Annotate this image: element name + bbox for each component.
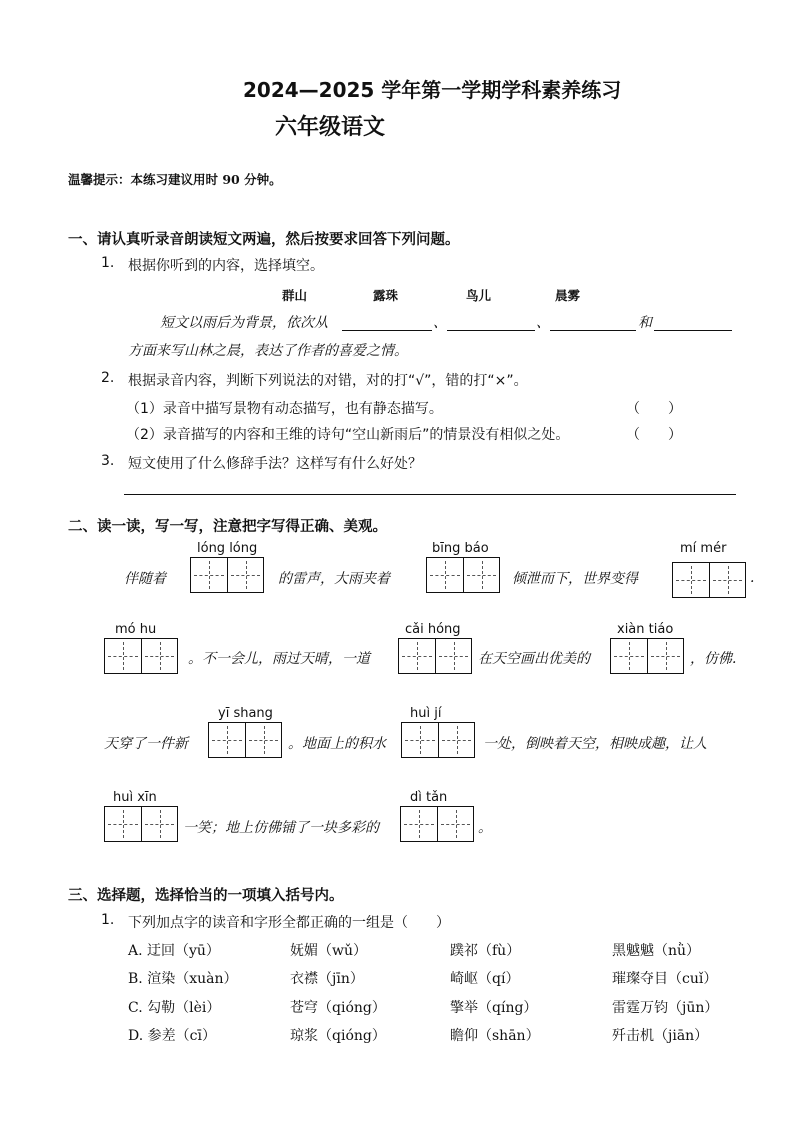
pinyin: mó hu (115, 622, 157, 637)
q2-prompt: 根据录音内容，判断下列说法的对错，对的打“√”，错的打“×”。 (128, 373, 528, 389)
tianzige-box[interactable] (401, 722, 475, 758)
exam-title: 2024—2025 学年第一学期学科素养练习 (243, 78, 622, 102)
passage-text: . (750, 570, 755, 586)
q1-label: 1. (101, 255, 115, 271)
option-c-word: 苍穹（qióng） (290, 1000, 386, 1016)
separator: 和 (638, 315, 652, 331)
q1-line2-text: 方面来写山林之晨，表达了作者的喜爱之情。 (128, 343, 408, 359)
option-c[interactable]: C. 勾勒（lèi） (128, 1000, 221, 1016)
pinyin: bīng báo (432, 541, 489, 556)
tianzige-box[interactable] (672, 562, 746, 598)
answer-blank[interactable] (447, 330, 535, 331)
passage-text: 天穿了一件新 (104, 736, 188, 752)
q3-prompt: 短文使用了什么修辞手法？这样写有什么好处？ (128, 456, 422, 472)
option-d-word: 歼击机（jiān） (612, 1028, 709, 1044)
option-a-word: 黑魆魆（nǜ） (612, 943, 701, 959)
s3-q1-label: 1. (101, 912, 115, 928)
option-b-word: 崎岖（qí） (450, 971, 520, 987)
tianzige-box[interactable] (104, 806, 178, 842)
pinyin: lóng lóng (197, 541, 258, 556)
option-c-word: 擎举（qíng） (450, 1000, 538, 1016)
passage-text: 一笑；地上仿佛铺了一块多彩的 (183, 820, 379, 836)
pinyin: mí mér (680, 541, 727, 556)
pinyin: xiàn tiáo (617, 622, 674, 637)
tianzige-box[interactable] (208, 722, 282, 758)
option-a-word: 蹼祁（fù） (450, 943, 521, 959)
answer-blank[interactable] (654, 330, 732, 331)
tianzige-box[interactable] (104, 638, 178, 674)
option-c-word: 雷霆万钧（jūn） (612, 1000, 719, 1016)
word-option: 群山 (282, 288, 308, 303)
section2-heading: 二、读一读，写一写，注意把字写得正确、美观。 (68, 519, 387, 535)
passage-text: 伴随着 (124, 571, 166, 587)
tianzige-box[interactable] (190, 557, 264, 593)
passage-text: ，仿佛. (690, 651, 737, 667)
tianzige-box[interactable] (398, 638, 472, 674)
pinyin: yī shang (218, 706, 273, 721)
pinyin: cǎi hóng (405, 622, 461, 637)
q3-label: 3. (101, 453, 115, 469)
answer-paren[interactable]: （ ） (626, 401, 682, 417)
passage-text: 。 (478, 820, 492, 836)
passage-text: 在天空画出优美的 (478, 651, 590, 667)
passage-text: 。地面上的积水 (288, 736, 386, 752)
word-option: 鸟儿 (466, 288, 492, 303)
exam-tip: 温馨提示：本练习建议用时 90 分钟。 (68, 172, 282, 187)
option-d[interactable]: D. 参差（cī） (128, 1028, 216, 1044)
q2-label: 2. (101, 370, 115, 386)
separator: 、 (433, 315, 447, 331)
option-d-word: 瞻仰（shān） (450, 1028, 540, 1044)
pinyin: dì tǎn (410, 790, 448, 805)
s3-q1-prompt: 下列加点字的读音和字形全都正确的一组是（ ） (128, 915, 450, 931)
option-d-word: 琼浆（qióng） (290, 1028, 386, 1044)
word-option: 晨雾 (555, 288, 581, 303)
passage-text: 的雷声，大雨夹着 (278, 571, 390, 587)
pinyin: huì jí (410, 706, 442, 721)
pinyin: huì xīn (113, 790, 157, 805)
option-a[interactable]: A. 迂回（yū） (128, 943, 220, 959)
answer-line[interactable] (124, 494, 736, 495)
option-a-word: 妩媚（wǔ） (290, 943, 367, 959)
q2-item: （1）录音中描写景物有动态描写，也有静态描写。 (126, 401, 443, 417)
answer-blank[interactable] (550, 330, 636, 331)
passage-text: 。不一会儿，雨过天晴，一道 (188, 651, 370, 667)
answer-blank[interactable] (342, 330, 432, 331)
option-b[interactable]: B. 渲染（xuàn） (128, 971, 238, 987)
passage-text: 一处，倒映着天空，相映成趣，让人 (483, 736, 707, 752)
tianzige-box[interactable] (426, 557, 500, 593)
exam-subtitle: 六年级语文 (275, 115, 386, 140)
word-option: 露珠 (373, 288, 399, 303)
passage-text: 倾泄而下，世界变得 (512, 571, 638, 587)
q1-prompt: 根据你听到的内容，选择填空。 (128, 258, 324, 274)
option-b-word: 衣襟（jīn） (290, 971, 364, 987)
tianzige-box[interactable] (400, 806, 474, 842)
q1-line1-text: 短文以雨后为背景，依次从 (160, 315, 328, 331)
section3-heading: 三、选择题，选择恰当的一项填入括号内。 (68, 888, 344, 904)
q2-item: （2）录音描写的内容和王维的诗句“空山新雨后”的情景没有相似之处。 (126, 427, 570, 443)
tianzige-box[interactable] (610, 638, 684, 674)
separator: 、 (536, 315, 550, 331)
section1-heading: 一、请认真听录音朗读短文两遍，然后按要求回答下列问题。 (68, 232, 460, 248)
answer-paren[interactable]: （ ） (626, 427, 682, 443)
option-b-word: 璀璨夺目（cuǐ） (612, 971, 718, 987)
